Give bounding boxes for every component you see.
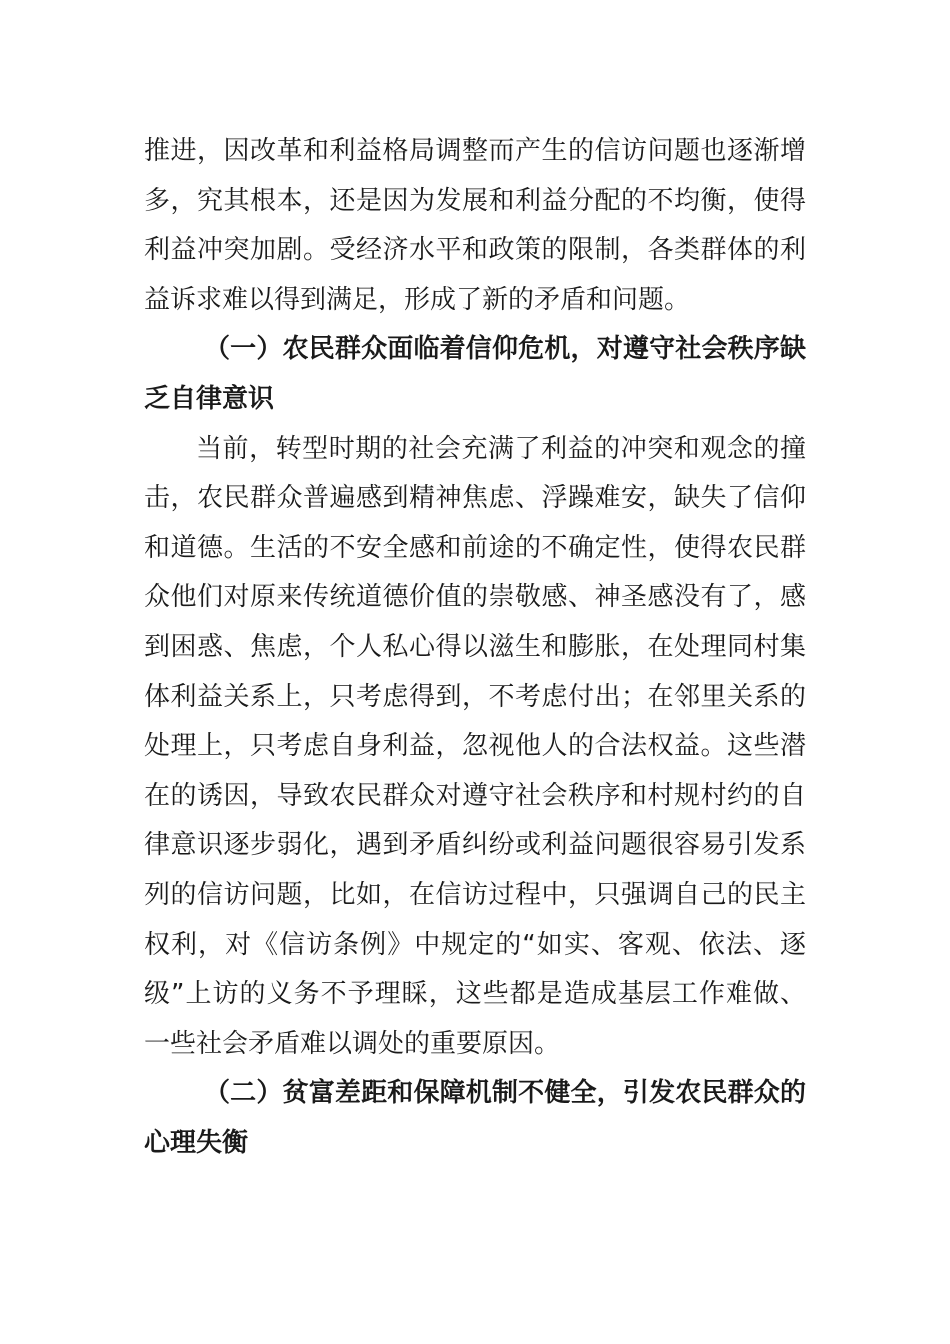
text-line: 权利，对《信访条例》中规定的“如实、客观、依法、逐 (144, 929, 806, 960)
section-heading (144, 1069, 806, 1168)
text-line: 利益冲突加剧。受经济水平和政策的限制，各类群体的利 (144, 235, 806, 266)
heading-line: 心理失衡 (144, 1127, 249, 1158)
text-line: 和道德。生活的不安全感和前途的不确定性，使得农民群 (144, 532, 806, 563)
text-line: 在的诱因，导致农民群众对遵守社会秩序和村规村约的自 (144, 780, 806, 811)
heading-line: （一）农民群众面临着信仰危机，对遵守社会秩序缺 (204, 334, 806, 365)
text-line: 众他们对原来传统道德价值的崇敬感、神圣感没有了，感 (144, 582, 806, 613)
section-heading (144, 325, 806, 424)
text-line: 一些社会矛盾难以调处的重要原因。 (144, 1028, 561, 1059)
text-line: 列的信访问题，比如，在信访过程中，只强调自己的民主 (144, 879, 806, 910)
body-paragraph (144, 425, 806, 1070)
text-line: 推进，因改革和利益格局调整而产生的信访问题也逐渐增 (144, 136, 806, 166)
text-line: 当前，转型时期的社会充满了利益的冲突和观念的撞 (196, 433, 806, 464)
text-line: 体利益关系上，只考虑得到，不考虑付出；在邻里关系的 (144, 681, 806, 712)
text-line: 击，农民群众普遍感到精神焦虑、浮躁难安，缺失了信仰 (144, 483, 806, 514)
heading-line: （二）贫富差距和保障机制不健全，引发农民群众的 (204, 1078, 806, 1109)
document-body (144, 127, 806, 1168)
text-line: 处理上，只考虑自身利益，忽视他人的合法权益。这些潜 (144, 731, 806, 762)
text-line: 级”上访的义务不予理睬，这些都是造成基层工作难做、 (144, 979, 806, 1010)
text-line: 律意识逐步弱化，遇到矛盾纠纷或利益问题很容易引发系 (144, 830, 806, 861)
text-line: 益诉求难以得到满足，形成了新的矛盾和问题。 (144, 284, 691, 315)
text-line: 多，究其根本，还是因为发展和利益分配的不均衡，使得 (144, 185, 806, 216)
heading-line: 乏自律意识 (144, 383, 275, 414)
body-paragraph (144, 127, 806, 325)
text-line: 到困惑、焦虑，个人私心得以滋生和膨胀，在处理同村集 (144, 631, 806, 662)
